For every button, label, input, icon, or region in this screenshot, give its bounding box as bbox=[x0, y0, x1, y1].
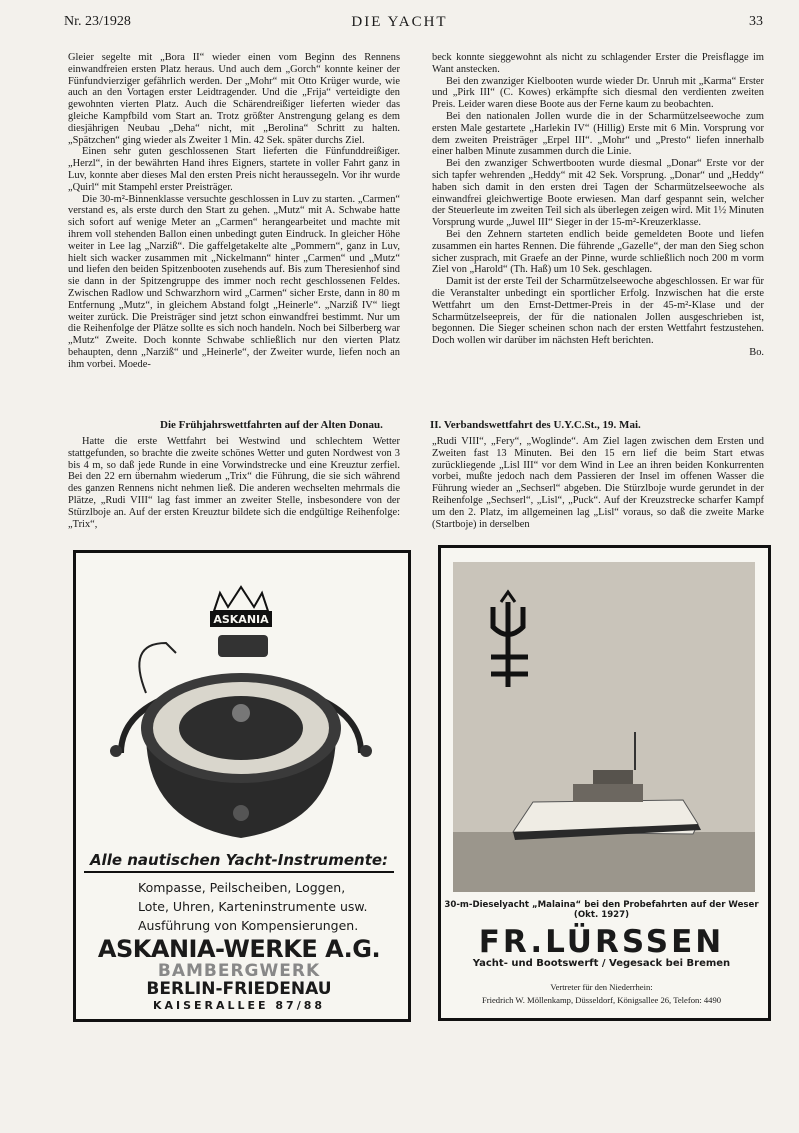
section-column-left bbox=[68, 436, 400, 540]
company-name: ASKANIA-WERKE A.G. bbox=[97, 935, 381, 963]
paragraph: Bei den Zehnern starteten endlich beide gemeldeten Boote und liefen zusammen ein hartes Rennen. Die führende „Gazelle“, der man den Sieg schon sicher zusprach, mit Graefe an der Pinne, wurde schließlich noch 200 m vorm Ziel von „Harold“ (Th. Haß) um 10 Sek. geschlagen. bbox=[432, 228, 764, 276]
company-address: KAISERALLEE 87/88 bbox=[152, 999, 326, 1012]
product-list bbox=[138, 878, 367, 935]
company-subtitle: Yacht- und Bootswerft / Vegesack bei Bremen bbox=[472, 958, 731, 969]
author-signature: Bo. bbox=[749, 346, 764, 358]
paragraph: Die 30-m²-Binnenklasse versuchte geschlossen in Luv zu starten. „Carmen“ verstand es, als erste durch den Start zu gehen. „Mutz“ mit A. Schwabe hatte sich sofort auf wenige Meter an „Carmen“ herangearbeitet und machte mit ihrem voll stehenden Ballon einen unbedingt guten Eindruck. In gleicher Höhe weiter in Lee lag „Narziß“. Die gaffelgetakelte alte „Pommern“, ganz in Luv, hielt sich wacker zusammen mit „Nickelmann“ hinter „Carmen“ und „Mutz“ und liefen den beiden Spitzenbooten zusehends auf. Bis zum Theresienhof sind sie dann in der Spitzengruppe des immer noch recht geschlossenen Feldes. Zwischen Radlow und Schwarzhorn wird „Carmen“ sicher Erste, dann in 80 m Entfernung „Mutz“, in gleichem Abstand folgt „Heinerle“. „Narziß IV“ liegt weiter zurück. Die Preisträger sind jetzt schon einwandfrei bestimmt. Nur um die Reihenfolge der Plätze sollte es sich noch handeln. Noch bei Silberberg war „Mutz“ Zweite. Doch konnte Schwabe schließlich nur den vierten Platz behaupten, denn „Narziß“ und „Heinerle“, der Zweiter wurde, liefen noch an ihm vorbei. Moede- bbox=[68, 193, 400, 370]
product-item: Ausführung von Kompensierungen. bbox=[138, 918, 359, 933]
askania-advertisement bbox=[73, 550, 411, 1022]
article-column-right bbox=[432, 52, 764, 420]
paragraph: „Rudi VIII“, „Fery“, „Woglinde“. Am Ziel lagen zwischen dem Ersten und Zweiten fast 13 Minuten. Bei den 15 ern lief die beim Start etwas zurückliegende „Lisl III“ vor dem Wind in Lee an ihren beiden Konkurrenten vorbei, mußte jedoch nach dem Passieren der Insel im offenen Wasser die Führung wieder an „Sechserl“ abgeben. Die Stürzlboje wurde gerundet in der Reihenfolge „Sechserl“, „Lisl“, „Puck“. Auf der Kreuzstrecke scharfer Kampf um den 2. Platz, im allgemeinen lag „Lisl“ voraus, so daß die zweite Marke (Startboje) in derselben bbox=[432, 436, 764, 530]
ad-tagline: Alle nautischen Yacht-Instrumente: bbox=[84, 851, 394, 873]
section-heading: Die Frühjahrswettfahrten auf der Alten Donau. bbox=[160, 419, 383, 431]
paragraph: Bei den zwanziger Schwertbooten wurde diesmal „Donar“ Erste vor der sich tapfer wehrenden „Heddy“ mit 42 Sek. Vorsprung. „Donar“ und „Heddy“ haben sich damit in den ersten drei Tagen der Scharmützelseewoche als einwandfrei gleichwertige Boote erwiesen. Man darf gespannt sein, welcher der Steuerleute im zweiten Teil sich als überlegen zeigen wird. Mit 1½ Minuten Vorsprung wurde „Juwel III“ Sieger in der 15-m²-Kreuzerklasse. bbox=[432, 158, 764, 229]
magazine-title: DIE YACHT bbox=[351, 14, 448, 30]
representative-address: Friedrich W. Möllenkamp, Düsseldorf, Königsallee 26, Telefon: 4490 bbox=[481, 995, 722, 1005]
section-subheading: II. Verbandswettfahrt des U.Y.C.St., 19. Mai. bbox=[430, 419, 641, 431]
yacht-photo bbox=[453, 562, 755, 892]
paragraph: Bei den zwanziger Kielbooten wurde wieder Dr. Unruh mit „Karma“ Erster und „Pirk III“ (C. Kowes) erkämpfte sich diesmal den verdienten zweiten Preis. Leider waren diese Boote aus der Ferne kaum zu beobachten. bbox=[432, 75, 764, 111]
article-column-left bbox=[68, 52, 400, 420]
product-item: Lote, Uhren, Karteninstrumente usw. bbox=[138, 899, 368, 914]
company-division: BAMBERGWERK bbox=[157, 961, 321, 981]
company-name: FR.LÜRSSEN bbox=[478, 924, 725, 960]
paragraph: Damit ist der erste Teil der Scharmützelseewoche abgeschlossen. Er war für die Veranstalter unbedingt ein sportlicher Erfolg. Inzwischen hat die erste Wettfahrt um den Ernst-Dettmer-Preis in der 45-m²-Klase und der Scharmützelseepreis, der für die nationalen Jollen ausgeschrieben ist, begonnen. Die Sieger scheinen schon nach der ersten Wettfahrt festzustehen. Doch wollen wir darüber im nächsten Heft berichten. bbox=[432, 276, 764, 347]
company-city: BERLIN-FRIEDENAU bbox=[146, 979, 332, 999]
paragraph: Hatte die erste Wettfahrt bei Westwind und schlechtem Wetter stattgefunden, so brachte die zweite schönes Wetter und guten Nordwest von 3 bis 4 m, so daß jede Runde in eine Vorwindstrecke und eine Kreuztur zerfiel. Bei den 22 ern übernahm wiederum „Trix“ die Führung, die sie sich während des ganzen Rennens nicht nehmen ließ. Die anderen wechselten mehrmals die Plätze, „Rudi VIII“ lag fast immer an zweiter Stelle, insbesondere von der Stürzlboje an. Auf der ersten Kreuztur bildete sich die endgültige Reihenfolge: „Trix“, bbox=[68, 436, 400, 530]
photo-caption: 30-m-Dieselyacht „Malaina“ bei den Probefahrten auf der Weser (Okt. 1927) bbox=[444, 900, 759, 920]
luerssen-advertisement bbox=[438, 545, 771, 1021]
paragraph: beck konnte sieggewohnt als nicht zu schlagender Erster die Preisflagge im Want anstecken. bbox=[432, 52, 764, 75]
section-column-right bbox=[432, 436, 764, 540]
askania-logo-text: ASKANIA bbox=[213, 613, 269, 626]
product-item: Kompasse, Peilscheiben, Loggen, bbox=[138, 880, 346, 895]
issue-number: Nr. 23/1928 bbox=[64, 14, 131, 29]
paragraph: Bei den nationalen Jollen wurde die in der Scharmützelseewoche zum ersten Male gestartete „Harlekin IV“ (Hillig) Erste mit 6 Min. Vorsprung vor dem zweiten Preisträger „Erpel III“. „Mohr“ und „Presto“ liefen innerhalb einer halben Minute zusammen durch die Linie. bbox=[432, 110, 764, 158]
askania-crown-logo bbox=[206, 583, 276, 633]
paragraph: Gleier segelte mit „Bora II“ wieder einen vom Beginn des Rennens einwandfreien ersten Platz heraus. Und auch dem „Gorch“ konnte keiner der Fünfundvierziger gefährlich werden. Der „Mohr“ mit Otto Krüger wurde, wie auch an den Vortagen erster Leidtragender. Und die „Frija“ verteidigte den gewohnten vierten Platz. Auch die Schärendreißiger lieferten wieder das gleiche Kampfbild vom Start an. Trotz größter Anstrengung gelang es dem diesjährigen Neubau „Deha“ nicht, mit „Berolina“ Schritt zu halten. „Spätzchen“ ging wieder als Zweiter 1 Min. 42 Sek. später durchs Ziel. bbox=[68, 52, 400, 146]
paragraph: Einen sehr guten geschlossenen Start lieferten die Fünfunddreißiger. „Herzl“, in der bewährten Hand ihres Eigners, startete in voller Fahrt ganz in Luv, konnte aber dieses Mal den ersten Preis nicht heraussegeln. Vor ihr wurde „Quirl“ mit Stampehl erster Preisträger. bbox=[68, 146, 400, 193]
representative-label: Vertreter für den Niederrhein: bbox=[550, 982, 653, 992]
compass-illustration bbox=[106, 633, 376, 843]
page-number: 33 bbox=[749, 14, 763, 29]
